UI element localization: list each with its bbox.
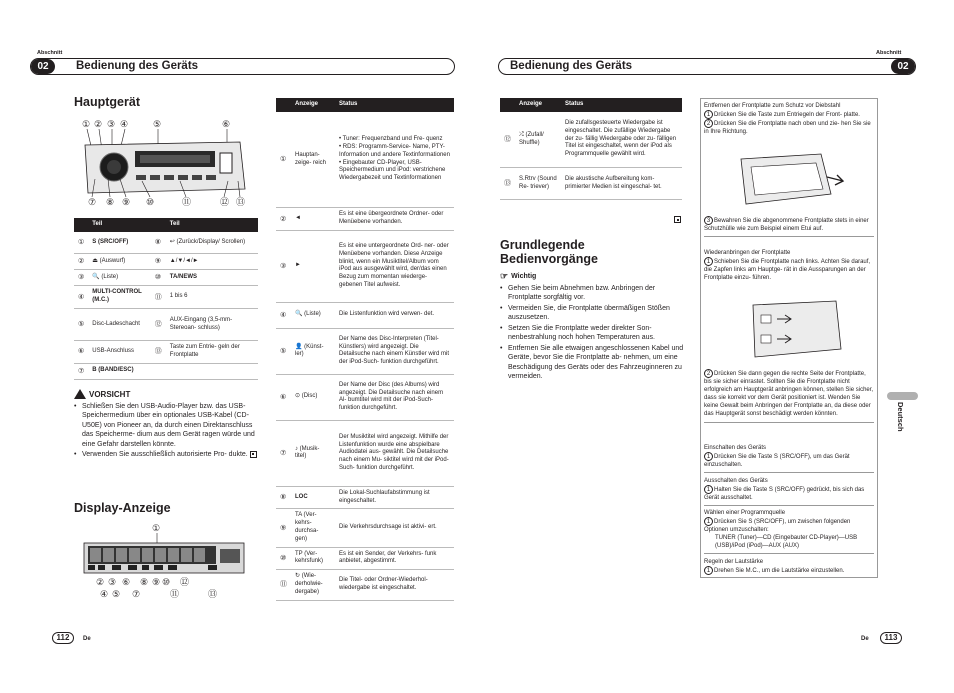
status-indicator: 👤 (Künst- ler): [291, 328, 335, 374]
svg-text:⑪: ⑪: [170, 589, 180, 599]
lang-label-left: De: [83, 636, 91, 642]
volume-title: Regeln der Lautstärke: [704, 559, 764, 565]
remove-faceplate-illustration: [731, 149, 851, 209]
table-row: [276, 420, 454, 486]
chapter-number-right: 02: [891, 59, 915, 74]
table-row: [276, 486, 454, 509]
parts-header-1: Teil: [88, 218, 151, 232]
table-row: [276, 230, 454, 302]
svg-text:②: ②: [96, 577, 105, 587]
power-on-title: Einschalten des Geräts: [704, 445, 767, 451]
status-table: [276, 98, 454, 601]
status-index: ⑪: [276, 570, 291, 600]
status-description: Der Name der Disc (des Albums) wird angezeigt. Die Detailsuche nach einem Al- bumtitel wird mit der iPod-Such- funktion durchgeführt.: [335, 374, 454, 420]
svg-text:⑩: ⑩: [162, 577, 171, 587]
warning-icon: [74, 389, 86, 399]
status-description: • Tuner: Frequenzband und Fre- quenz • RDS: Programm-Service- Name, PTY-Information und andere Textinformationen • Eingebauter CD-Player, USB- Speichermedium und iPod: verstrichene Wiedergabezeit und Textinformationen: [335, 112, 454, 208]
table-row: [276, 328, 454, 374]
reattach-faceplate-title: Wiederanbringen der Frontplatte: [704, 250, 791, 256]
svg-text:⑤: ⑤: [112, 589, 121, 599]
remove-faceplate-title: Entfernen der Frontplatte zum Schutz vor Diebstahl: [704, 103, 841, 109]
status-index: ⑦: [276, 420, 291, 486]
parts-header-2: Teil: [166, 218, 258, 232]
table-row: [276, 374, 454, 420]
table-row: ⑫ ⤮ (Zufall/ Shuffle) Die zufallsgesteuerte Wiedergabe ist eingeschaltet. Die zufällige Wiedergabe der zu- fällig Wiedergabe oder zu- fälligen Titel ist eingeschaltet, wenn der iPod als Programmquelle gewählt wird.: [500, 112, 682, 168]
lang-label-right: De: [861, 636, 869, 642]
svg-text:⑧: ⑧: [140, 577, 149, 587]
svg-text:①: ①: [82, 119, 91, 129]
svg-text:⑪: ⑪: [182, 197, 192, 207]
status-indicator: TA (Ver- kehrs- durchsa- gen): [291, 509, 335, 547]
svg-text:①: ①: [152, 523, 161, 533]
side-tab-bar: [887, 392, 918, 400]
svg-text:⑨: ⑨: [122, 197, 131, 207]
important-item: • Entfernen Sie alle etwaigen angeschlossenen Kabel und Geräte, bevor Sie die Frontplatte ab- nehmen, um eine Beschädigung des Geräts oder des Fahrzeuginneren zu vermeiden.: [500, 344, 684, 382]
status-header-1: Anzeige: [291, 98, 335, 112]
table-row: [276, 547, 454, 570]
svg-text:⑫: ⑫: [180, 577, 190, 587]
section-label-left: Abschnitt: [37, 50, 63, 56]
status-description: Es ist eine untergeordnete Ord- ner- oder Menüebene vorhanden. Diese Anzeige blinkt, wenn ein Musiktitel/Album vom iPod aus ausgewählt wird, der/das einen Bezug zum momentan wiederge- gebenen Titel aufweist.: [335, 230, 454, 302]
status-description: Es ist eine übergeordnete Ordner- oder Menüebene vorhanden.: [335, 208, 454, 231]
caution-title: VORSICHT: [89, 389, 131, 399]
svg-text:⑥: ⑥: [222, 119, 231, 129]
section-label-right: Abschnitt: [876, 50, 902, 56]
reattach-faceplate-illustration: [741, 297, 851, 362]
status2-header-1: Anzeige: [515, 98, 561, 112]
end-of-section-icon: [674, 216, 681, 223]
important-item: • Setzen Sie die Frontplatte weder direkter Son- nenbestrahlung noch hohen Temperaturen aus.: [500, 324, 684, 343]
table-row: ⑤ Disc-Ladeschacht ⑫ AUX-Eingang (3,5-mm-Stereoan- schluss): [74, 309, 258, 341]
status-header-2: Status: [335, 98, 454, 112]
status-indicator: LOC: [291, 486, 335, 509]
svg-text:⑫: ⑫: [220, 197, 230, 207]
svg-text:⑬: ⑬: [208, 589, 218, 599]
svg-text:⑨: ⑨: [152, 577, 161, 587]
hauptgeraet-title: Hauptgerät: [74, 95, 140, 109]
table-row: ⑥ USB-Anschluss ⑬ Taste zum Entrie- geln der Frontplatte: [74, 341, 258, 364]
svg-text:②: ②: [94, 119, 103, 129]
important-item: • Vermeiden Sie, die Frontplatte übermäßigen Stößen auszusetzen.: [500, 304, 684, 323]
table-row: [276, 570, 454, 600]
status-description: Die Titel- oder Ordner-Wiederhol- wiedergabe ist eingeschaltet.: [335, 570, 454, 600]
important-item: • Gehen Sie beim Abnehmen bzw. Anbringen der Frontplatte sorgfältig vor.: [500, 284, 684, 303]
table-row: [276, 112, 454, 208]
svg-text:⑦: ⑦: [132, 589, 141, 599]
status-indicator: TP (Ver- kehrsfunk): [291, 547, 335, 570]
svg-text:⑬: ⑬: [236, 197, 246, 207]
status-index: ⑩: [276, 547, 291, 570]
table-row: [276, 208, 454, 231]
chapter-title-left: Bedienung des Geräts: [76, 60, 199, 72]
svg-text:⑥: ⑥: [122, 577, 131, 587]
parts-table: [74, 218, 258, 380]
status-index: ④: [276, 302, 291, 328]
source-select-title: Wählen einer Programmquelle: [704, 510, 786, 516]
page-number-left: 112: [52, 632, 74, 644]
status-indicator: ►: [291, 230, 335, 302]
status-index: ⑧: [276, 486, 291, 509]
chapter-number-left: 02: [31, 59, 55, 74]
display-illustration: [82, 521, 252, 601]
important-block: [500, 271, 684, 382]
status-description: Es ist ein Sender, der Verkehrs- funk anbietet, abgestimmt.: [335, 547, 454, 570]
table-row: ④ MULTI-CONTROL (M.C.) ⑪ 1 bis 6: [74, 286, 258, 309]
status-description: Die Verkehrsdurchsage ist aktivi- ert.: [335, 509, 454, 547]
status-index: ⑤: [276, 328, 291, 374]
status-indicator: 🔍 (Liste): [291, 302, 335, 328]
hand-icon: ☞: [500, 271, 509, 281]
page-number-right: 113: [880, 632, 902, 644]
status-index: ③: [276, 230, 291, 302]
table-row: ⑬ S.Rtrv (Sound Re- triever) Die akustische Aufbereitung kom- primierter Medien ist eingeschal- tet.: [500, 168, 682, 200]
svg-text:④: ④: [100, 589, 109, 599]
status-indicator: ⊙ (Disc): [291, 374, 335, 420]
table-row: ③ 🔍 (Liste) ⑩ TA/NEWS: [74, 270, 258, 286]
table-row: [276, 302, 454, 328]
status-indicator: ♪ (Musik- titel): [291, 420, 335, 486]
status-index: ⑥: [276, 374, 291, 420]
table-row: ⑦ B (BAND/ESC): [74, 363, 258, 379]
status-index: ⑨: [276, 509, 291, 547]
status-indicator: Hauptan- zeige- reich: [291, 112, 335, 208]
svg-text:④: ④: [120, 119, 129, 129]
table-row: ② ⏏ (Auswurf) ⑨ ▲/▼/◄/►: [74, 254, 258, 270]
instruction-box: Entfernen der Frontplatte zum Schutz vor Diebstahl 1 Drücken Sie die Taste zum Entriegeln der Front- platte. 2 Drücken Sie die Frontplatte nach oben und zie- hen Sie sie in Ihre Richtung. 3 Bewahren Sie die abgenommene Frontplatte stets in einer Schutzhülle wie zum Beispiel einem Etui auf. Wiederanbringen der Frontplatte 1 Schieben Sie die Frontplatte nach links. Achten Sie darauf, die Zapfen links am Hauptge- rät in die Aussparungen an der Frontplatte einzu- führen. 2 Drücken Sie dann gegen die rechte Seite der Frontplatte, bis sie sicher einrastet. Sollten Sie die Frontplatte nicht erfolgreich am Hauptgerät anbringen können, stellen Sie sicher, dass sie korrekt vor dem Gerät positioniert ist. Wenden Sie keine Gewalt beim Anbringen der Frontplatte an, da diese oder das Hauptgerät sonst beschädigt werden könnten. Einschalten des Geräts 1 Drücken Sie die Taste S (SRC/OFF), um das Gerät einzuschalten. Ausschalten des Geräts 1 Halten Sie die Taste S (SRC/OFF) gedrückt, bis sich das Gerät ausschaltet. Wählen einer Programmquelle 1 Drücken Sie S (SRC/OFF), um zwischen folgenden Optionen umzuschalten: TUNER (Tuner)—CD (Eingebauter CD-Player)—USB (USB)/iPod (iPod)—AUX (AUX) Regeln der Lautstärke 1 Drehen Sie M.C., um die Lautstärke einzustellen.: [700, 98, 878, 578]
status-index: ②: [276, 208, 291, 231]
status-description: Die Lokal-Suchlaufabstimmung ist eingeschaltet.: [335, 486, 454, 509]
status-description: Der Musiktitel wird angezeigt. Mithilfe der Listenfunktion wurde eine abspielbare Audiodatei aus- gewählt. Die Detailsuche nach einem Mu- siktitel wird mit der iPod-Such- funktion durchgeführt.: [335, 420, 454, 486]
caution-item: • Verwenden Sie ausschließlich autorisierte Pro- dukte.: [74, 450, 258, 459]
table-row: ① S (SRC/OFF) ⑧ ↩ (Zurück/Display/ Scrollen): [74, 232, 258, 254]
svg-text:⑦: ⑦: [88, 197, 97, 207]
caution-block: [74, 389, 258, 461]
side-tab-label: Deutsch: [896, 402, 905, 432]
important-title: Wichtig: [511, 273, 537, 280]
head-unit-illustration: [80, 117, 250, 207]
display-title: Display-Anzeige: [74, 501, 171, 515]
table-row: [276, 509, 454, 547]
status-description: Die Listenfunktion wird verwen- det.: [335, 302, 454, 328]
caution-item: • Schließen Sie den USB-Audio-Player bzw. das USB-Speichermedium über ein optionales USB-Kabel (CD-U50E) von Pioneer an, da durch einen Direktanschluss das Speicherme- dium aus dem Gerät ragen würde und eine Gefahr darstellen könnte.: [74, 402, 258, 449]
svg-text:⑤: ⑤: [153, 119, 162, 129]
svg-text:⑩: ⑩: [146, 197, 155, 207]
end-of-section-icon: [250, 451, 257, 458]
svg-text:③: ③: [108, 577, 117, 587]
svg-text:③: ③: [107, 119, 116, 129]
power-off-title: Ausschalten des Geräts: [704, 478, 768, 484]
status-indicator: ◄: [291, 208, 335, 231]
status-indicator: ↻ (Wie- derholwie- dergabe): [291, 570, 335, 600]
status-table-2: [500, 98, 682, 200]
chapter-title-right: Bedienung des Geräts: [510, 60, 633, 72]
grund-title: Grundlegende Bedienvorgänge: [500, 238, 598, 266]
status2-header-2: Status: [561, 98, 682, 112]
status-index: ①: [276, 112, 291, 208]
svg-text:⑧: ⑧: [106, 197, 115, 207]
status-description: Der Name des Disc-Interpreten (Titel-Künstlers) wird angezeigt. Die Detailsuche nach einem Künstler wird mit der iPod-Such- funktion durchgeführt.: [335, 328, 454, 374]
